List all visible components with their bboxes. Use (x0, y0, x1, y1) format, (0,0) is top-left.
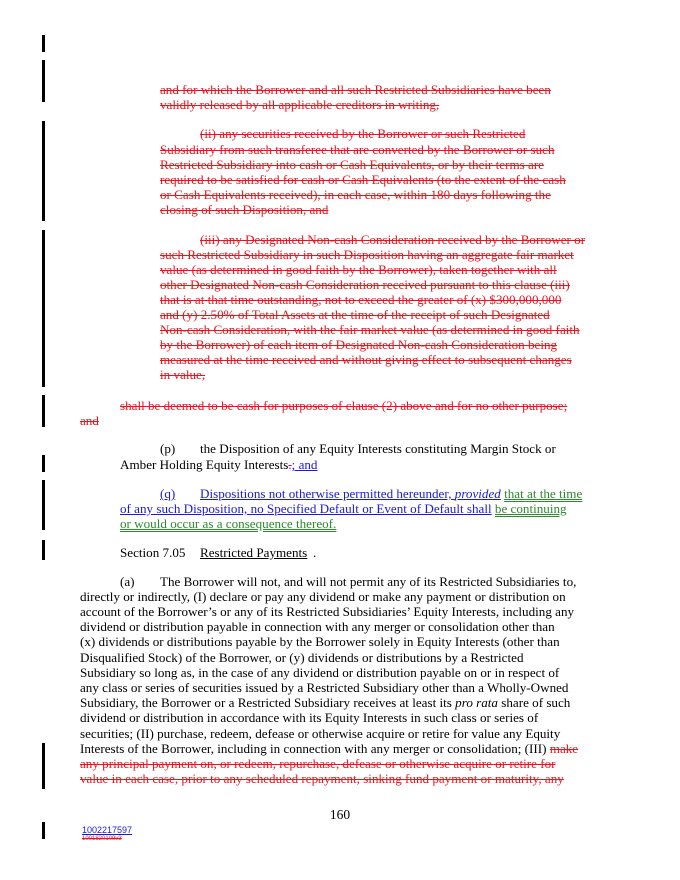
clause-p-line: the Disposition of any Equity Interests constituting Margin Stock or (200, 441, 556, 456)
clause-ii-line: or Cash Equivalents received), in each case, within 180 days following the (160, 187, 551, 202)
change-bar (42, 35, 45, 52)
clause-q-green-text: be continuing (494, 501, 567, 516)
clause-ii-line: closing of such Disposition, and (160, 202, 329, 217)
page-number: 160 (329, 807, 351, 822)
para-a-line: dividend or distribution in accordance with its Equity Interests in such class or series of (80, 710, 539, 725)
change-bar (42, 230, 45, 387)
clause-ii-line: (ii) any securities received by the Borrower or such Restricted (200, 126, 526, 141)
clause-ii-line: required to be satisfied for cash or Cash Equivalents (to the extent of the cash (160, 172, 566, 187)
deemed-cash-line: and (80, 413, 99, 428)
clause-q-label: (q) (160, 486, 176, 501)
para-a-line: securities; (II) purchase, redeem, defease or otherwise acquire or retire for value any Equity (80, 726, 561, 741)
clause-p-text: Amber Holding Equity Interests (120, 457, 289, 472)
para-a-line: account of the Borrower’s or any of its Restricted Subsidiaries’ Equity Interests, including any (80, 604, 575, 619)
change-bar (42, 121, 45, 221)
clause-iii-line: Non-cash Consideration, with the fair market value (as determined in good faith (160, 322, 580, 337)
section-title: Restricted Payments (200, 545, 308, 560)
clause-iii-line: other Designated Non-cash Consideration received pursuant to this clause (iii) (160, 277, 570, 292)
clause-q-text: Dispositions not otherwise permitted hereunder, (200, 486, 452, 501)
section-title-period: . (313, 545, 317, 560)
old-document-id: 1001820109v3 (82, 836, 122, 842)
clause-q-text: of any such Disposition, no Specified Default or Event of Default shall (120, 501, 492, 516)
change-bar (42, 743, 45, 789)
clause-iii-line: (iii) any Designated Non-cash Consideration received by the Borrower or (200, 232, 586, 247)
para-a-deleted-line: value in each case, prior to any scheduled repayment, sinking fund payment or maturity, any (80, 771, 564, 786)
change-bar (42, 822, 45, 839)
change-bar (42, 455, 45, 472)
section-number: Section 7.05 (120, 545, 186, 560)
change-bar (42, 395, 45, 427)
clause-q-line (200, 486, 582, 501)
clause-q-line: or would occur as a consequence thereof. (120, 516, 337, 531)
clause-iii-line: by the Borrower) of each item of Designated Non-cash Consideration being (160, 337, 558, 352)
deemed-cash-line: shall be deemed to be cash for purposes of clause (2) above and for no other purpose; (120, 398, 568, 413)
clause-iii-line: measured at the time received and without giving effect to subsequent changes (160, 352, 572, 367)
para-a-label: (a) (120, 574, 135, 589)
change-bar (42, 60, 45, 102)
para-a-line: directly or indirectly, (I) declare or pay any dividend or make any payment or distribution on (80, 589, 566, 604)
clause-iii-line: and (y) 2.50% of Total Assets at the time of the receipt of such Designated (160, 307, 550, 322)
clause-iii-line: such Restricted Subsidiary in such Disposition having an aggregate fair market (160, 247, 574, 262)
clause-q-line (120, 501, 567, 516)
clause-ii-line: Restricted Subsidiary into cash or Cash Equivalents, or by their terms are (160, 157, 544, 172)
para-a-line: Subsidiary, the Borrower or a Restricted Subsidiary receives at least its pro rata share of such (80, 695, 571, 710)
para-a-line: The Borrower will not, and will not permit any of its Restricted Subsidiaries to, (160, 574, 577, 589)
deleted-text-line: validly released by all applicable creditors in writing, (160, 97, 440, 112)
clause-iii-line: value (as determined in good faith by the Borrower), taken together with all (160, 262, 557, 277)
change-bar (42, 480, 45, 530)
para-a-deleted-line: any principal payment on, or redeem, repurchase, defease or otherwise acquire or retire for (80, 756, 556, 771)
pro-rata-text: pro rata (455, 695, 498, 710)
inserted-and: ; and (291, 457, 318, 472)
para-a-line: Disqualified Stock) of the Borrower, or (y) dividends or distributions by a Restricted (80, 650, 524, 665)
change-bar (42, 540, 45, 560)
clause-q-green-text: that at the time (504, 486, 583, 501)
clause-ii-line: Subsidiary from such transferee that are converted by the Borrower or such (160, 142, 555, 157)
para-a-line: (x) dividends or distributions payable by the Borrower solely in Equity Interests (other than (80, 634, 560, 649)
deleted-period: . (288, 457, 292, 472)
deleted-text: make (549, 741, 579, 756)
document-id: 1002217597 (82, 825, 133, 835)
deleted-text-line: and for which the Borrower and all such Restricted Subsidiaries have been (160, 82, 551, 97)
para-a-line: any class or series of securities issued by a Restricted Subsidiary other than a Wholly-Owned (80, 680, 569, 695)
clause-iii-line: that is at that time outstanding, not to exceed the greater of (x) $300,000,000 (160, 292, 562, 307)
clause-iii-line: in value, (160, 367, 206, 382)
provided-text: provided (454, 486, 501, 501)
para-a-line: dividend or distribution payable in connection with any merger or consolidation other than (80, 619, 555, 634)
clause-p-line (120, 457, 317, 472)
para-a-line: Interests of the Borrower, including in connection with any merger or consolidation; (III) make (80, 741, 579, 756)
para-a-line: Subsidiary so long as, in the case of any dividend or distribution payable on or in respect of (80, 665, 560, 680)
clause-p-label: (p) (160, 441, 176, 456)
